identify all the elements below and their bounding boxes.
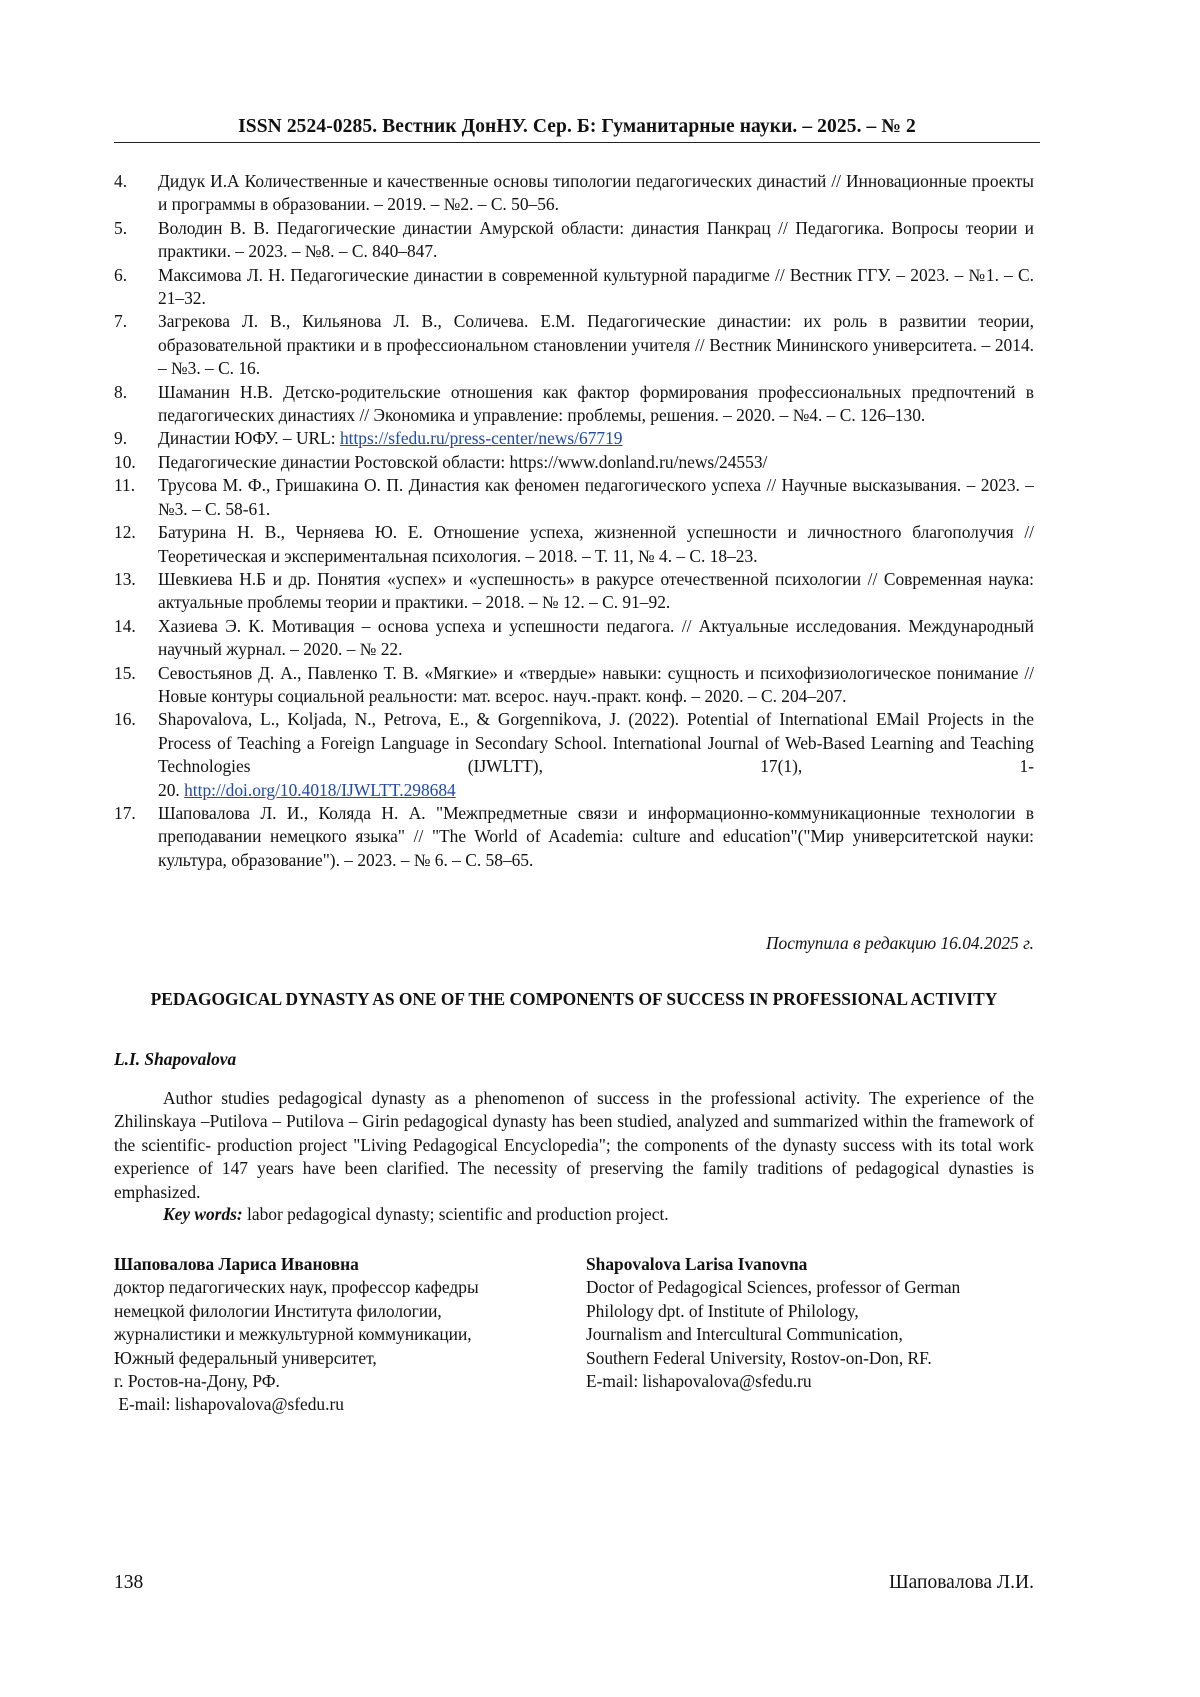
author-email-en: E-mail: lishapovalova@sfedu.ru [586, 1371, 812, 1392]
received-date: Поступила в редакцию 16.04.2025 г. [765, 933, 1034, 953]
reference-number: 9. [114, 428, 128, 449]
reference-number: 14. [114, 615, 136, 636]
reference-item [114, 264, 1034, 311]
author-info-line: немецкой филологии Института филологии, [114, 1300, 442, 1321]
reference-text: Shapovalova, L., Koljada, N., Petrova, E., & Gorgennikova, J. (2022). Potential of International EMail Projects in the Process of Teaching a Foreign Language in Secondary School. International Journal of Web-Based Learning and Teaching Technologies (IJWLTT), 17(1), 1- [158, 709, 1034, 777]
reference-number: 10. [114, 451, 136, 472]
keywords-paragraph [114, 1203, 1034, 1226]
reference-number: 13. [114, 568, 136, 589]
author-info-line: Южный федеральный университет, [114, 1347, 377, 1368]
reference-item [114, 381, 1034, 428]
reference-number: 6. [114, 264, 128, 285]
author-info-line: Philology dpt. of Institute of Philology, [586, 1300, 859, 1321]
reference-text: Загрекова Л. В., Кильянова Л. В., Соличева. Е.М. Педагогические династии: их роль в развитии теории, образовательной практики и в профессиональном становлении учителя // Вестник Мининского университета. – 2014. – №3. – С. 16. [158, 311, 1034, 379]
reference-item [114, 568, 1034, 615]
reference-number: 5. [114, 217, 128, 238]
reference-link[interactable]: https://sfedu.ru/press-center/news/67719 [339, 428, 623, 449]
reference-text: Володин В. В. Педагогические династии Амурской области: династия Панкрац // Педагогика. Вопросы теории и практики. – 2023. – №8. – С. 840–847. [158, 217, 1034, 262]
reference-item [114, 217, 1034, 264]
reference-item [114, 474, 1034, 521]
reference-number: 12. [114, 522, 136, 543]
author-info-line: г. Ростов-на-Дону, РФ. [114, 1371, 280, 1392]
author-email-ru: E-mail: lishapovalova@sfedu.ru [114, 1394, 344, 1415]
reference-item [114, 310, 1034, 380]
reference-number: 7. [114, 311, 128, 332]
reference-number: 8. [114, 381, 128, 402]
author-info-line: Doctor of Pedagogical Sciences, professor of German [586, 1277, 961, 1298]
reference-link[interactable]: http://doi.org/10.4018/IJWLTT.298684 [184, 779, 456, 800]
reference-text-tail: 20. [158, 779, 185, 800]
reference-item [114, 615, 1034, 662]
reference-text: Шаманин Н.В. Детско-родительские отношения как фактор формирования профессиональных предпочтений в педагогических династиях // Экономика и управление: проблемы, решения. – 2020. – №4. – С. 126–130. [158, 381, 1034, 426]
reference-item [114, 521, 1034, 568]
author-name-en: L.I. Shapovalova [114, 1049, 237, 1069]
abstract-en: Author studies pedagogical dynasty as a phenomenon of success in the professional activity. The experience of the Zhilinskaya –Putilova – Putilova – Girin pedagogical dynasty has been studied, analyzed and summarized within the framework of the scientific- production project "Living Pedagogical Encyclopedia"; the components of the dynasty success with its total work experience of 147 years have been clarified. The necessity of preserving the family traditions of pedagogical dynasties is emphasized. [114, 1088, 1034, 1202]
keywords-label: Key words: [163, 1204, 243, 1224]
reference-text: Хазиева Э. К. Мотивация – основа успеха и успешности педагога. // Актуальные исследования. Международный научный журнал. – 2020. – № 22. [158, 615, 1034, 660]
reference-item [114, 708, 1034, 802]
footer-author: Шаповалова Л.И. [888, 1572, 1034, 1593]
reference-text: Максимова Л. Н. Педагогические династии в современной культурной парадигме // Вестник ГГУ. – 2023. – №1. – С. 21–32. [158, 264, 1034, 309]
reference-number: 17. [114, 802, 136, 823]
author-fullname-en: Shapovalova Larisa Ivanovna [586, 1254, 808, 1274]
author-info-ru [114, 1253, 564, 1417]
author-fullname-ru: Шаповалова Лариса Ивановна [114, 1254, 359, 1274]
reference-text: Шевкиева Н.Б и др. Понятия «успех» и «успешность» в ракурсе отечественной психологии // Современная наука: актуальные проблемы теории и практики. – 2018. – № 12. – С. 91–92. [158, 568, 1034, 613]
page-number: 138 [114, 1572, 144, 1593]
reference-text: Севостьянов Д. А., Павленко Т. В. «Мягкие» и «твердые» навыки: сущность и психофизиологическое понимание // Новые контуры социальной реальности: мат. всерос. науч.-практ. конф. – 2020. – С. 204–207. [158, 662, 1034, 706]
reference-number: 11. [114, 475, 136, 496]
reference-item [114, 802, 1034, 872]
author-info-line: Southern Federal University, Rostov-on-Don, RF. [586, 1347, 932, 1368]
reference-list [114, 170, 1034, 872]
reference-item [114, 170, 1034, 217]
running-header: ISSN 2524-0285. Вестник ДонНУ. Сер. Б: Гуманитарные науки. – 2025. – № 2 [238, 116, 916, 137]
header-divider [114, 142, 1040, 143]
author-info-line: Journalism and Intercultural Communication, [586, 1324, 903, 1345]
reference-text: Династии ЮФУ. – URL: [158, 428, 340, 449]
author-info-line: журналистики и межкультурной коммуникации, [114, 1324, 472, 1345]
author-info-en [586, 1253, 1036, 1393]
reference-text: Батурина Н. В., Черняева Ю. Е. Отношение успеха, жизненной успешности и личностного благополучия // Теоретическая и экспериментальная психология. – 2018. – Т. 11, № 4. – С. 18–23. [158, 522, 1034, 566]
reference-item [114, 427, 1034, 450]
reference-number: 16. [114, 709, 136, 730]
reference-item [114, 451, 1034, 474]
author-info-line: доктор педагогических наук, профессор кафедры [114, 1277, 479, 1298]
reference-item [114, 662, 1034, 709]
reference-number: 4. [114, 171, 128, 191]
article-title-en: PEDAGOGICAL DYNASTY AS ONE OF THE COMPONENTS OF SUCCESS IN PROFESSIONAL ACTIVITY [150, 989, 998, 1009]
reference-text: Трусова М. Ф., Гришакина О. П. Династия как феномен педагогического успеха // Научные высказывания. – 2023. – №3. – С. 58-61. [158, 475, 1034, 519]
reference-text-end [158, 779, 1034, 802]
reference-text: Дидук И.А Количественные и качественные основы типологии педагогических династий // Инновационные проекты и программы в образовании. – 2019. – №2. – С. 50–56. [158, 171, 1034, 215]
keywords-text: labor pedagogical dynasty; scientific and production project. [242, 1204, 669, 1224]
reference-number: 15. [114, 662, 136, 683]
reference-text: Шаповалова Л. И., Коляда Н. А. "Межпредметные связи и информационно-коммуникационные технологии в преподавании немецкого языка" // "The World of Academia: culture and education"("Мир университетской науки: культура, образование"). – 2023. – № 6. – С. 58–65. [158, 802, 1034, 870]
reference-text: Педагогические династии Ростовской области: https://www.donland.ru/news/24553/ [158, 451, 768, 472]
